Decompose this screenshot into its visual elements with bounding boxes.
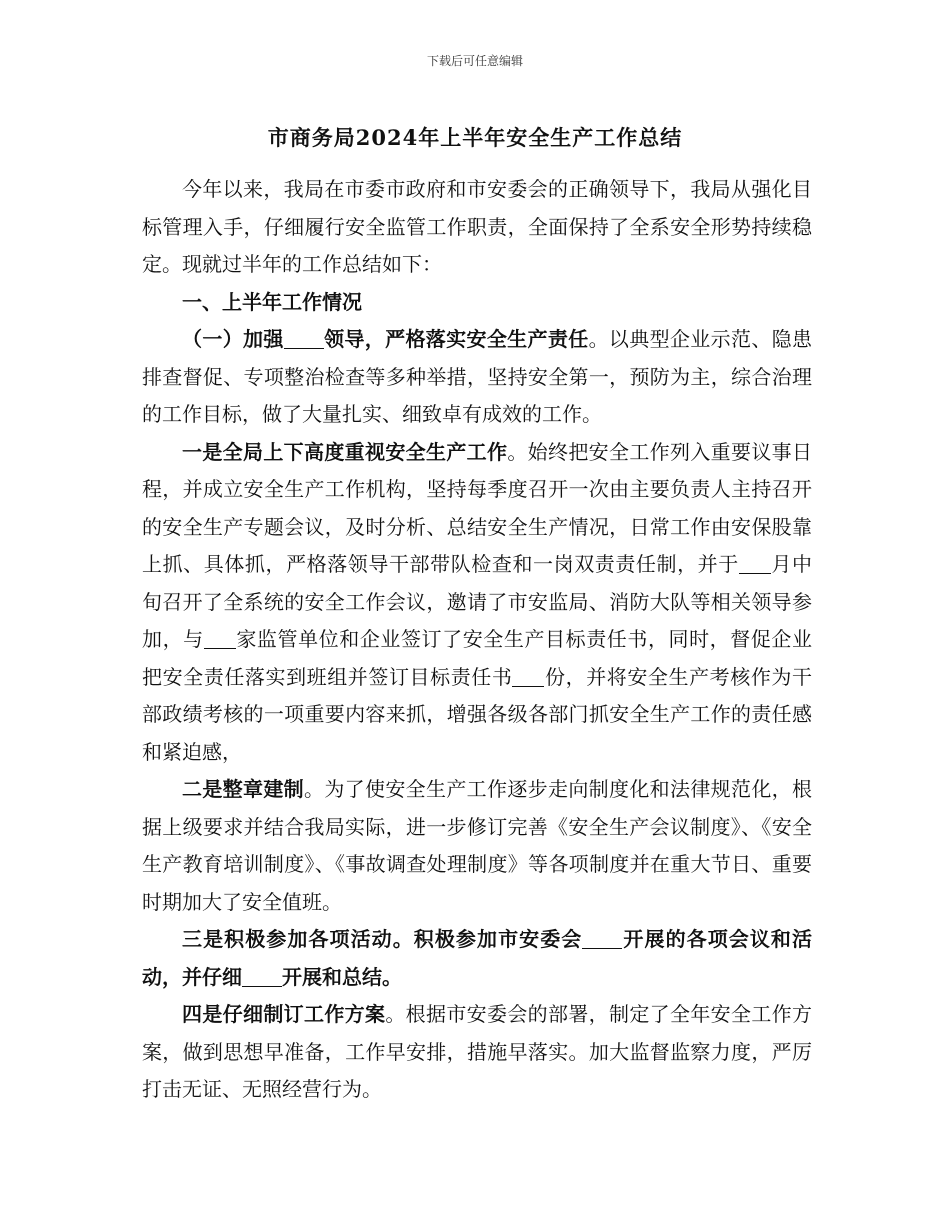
item-four-paragraph: [142, 996, 812, 1109]
item-two-text: 。为了使安全生产工作逐步走向制度化和法律规范化，根据上级要求并结合我局实际，进一步修订完善《安全生产会议制度》、《安全生产教育培训制度》、《事故调查处理制度》等各项制度并在重大节日、重要时期加大了安全值班。: [142, 777, 812, 914]
item-one-text-4: 份，并将安全生产考核作为干部政绩考核的一项重要内容来抓，增强各级各部门抓安全生产工作的责任感和紧迫感，: [142, 664, 813, 764]
blank-line: [242, 966, 282, 987]
item-two-lead: 二是整章建制: [182, 777, 304, 801]
item-three-text-a: 三是积极参加各项活动。积极参加市安委会: [182, 927, 583, 951]
item-one-paragraph: [142, 434, 812, 772]
item-one-text-3: 家监管单位和企业签订了安全生产目标责任书，同时，督促企业把安全责任落实到班组并签订目标责任书: [142, 627, 813, 689]
item-four-text: 。根据市安委会的部署，制定了全年安全工作方案，做到思想早准备，工作早安排，措施早落实。加大监督监察力度，严厉打击无证、无照经营行为。: [142, 1002, 813, 1101]
page-header: 下载后可任意编辑: [426, 54, 523, 68]
intro-text: 今年以来，我局在市委市政府和市安委会的正确领导下，我局从强化目标管理入手，仔细履行安全监管工作职责，全面保持了全系安全形势持续稳定。现就过半年的工作总结如下：: [142, 177, 812, 276]
subsection-lead-a: （一）加强: [182, 327, 284, 351]
item-three-text-b: 开展的各项会议和活动，并仔细: [142, 927, 813, 989]
blank-line: [512, 666, 544, 687]
item-one-lead: 一是全局上下高度重视安全生产工作: [182, 439, 508, 464]
item-two-paragraph: [142, 771, 812, 921]
item-three-text-c: 开展和总结。: [282, 964, 402, 989]
subsection-text: 。以典型企业示范、隐患排查督促、专项整治检查等多种举措，坚持安全第一，预防为主，综合治理的工作目标，做了大量扎实、细致卓有成效的工作。: [142, 327, 813, 426]
intro-paragraph: [142, 171, 812, 284]
blank-line: [739, 553, 771, 574]
subsection-paragraph: [142, 321, 812, 434]
item-one-text-2: 月中旬召开了全系统的安全工作会议，邀请了市安监局、消防大队等相关领导参加，与: [142, 552, 813, 651]
blank-line: [204, 628, 236, 649]
document-body: [142, 171, 812, 1109]
document-title: 市商务局2024年上半年安全生产工作总结: [267, 125, 683, 150]
item-four-lead: 四是仔细制订工作方案: [182, 1002, 386, 1026]
item-one-text-1: 。始终把安全工作列入重要议事日程，并成立安全生产工作机构，坚持每季度召开一次由主要负责人主持召开的安全生产专题会议，及时分析、总结安全生产情况，日常工作由安保股靠上抓、具体抓，严格落领导干部带队检查和一岗双责责任制，并于: [142, 439, 813, 576]
blank-line: [284, 328, 324, 349]
section-heading: [142, 284, 812, 322]
blank-line: [582, 928, 622, 949]
section-heading-text: 一、上半年工作情况: [182, 289, 362, 314]
subsection-lead-b: 领导，严格落实安全生产责任: [323, 327, 589, 351]
item-three-paragraph: [142, 921, 812, 996]
